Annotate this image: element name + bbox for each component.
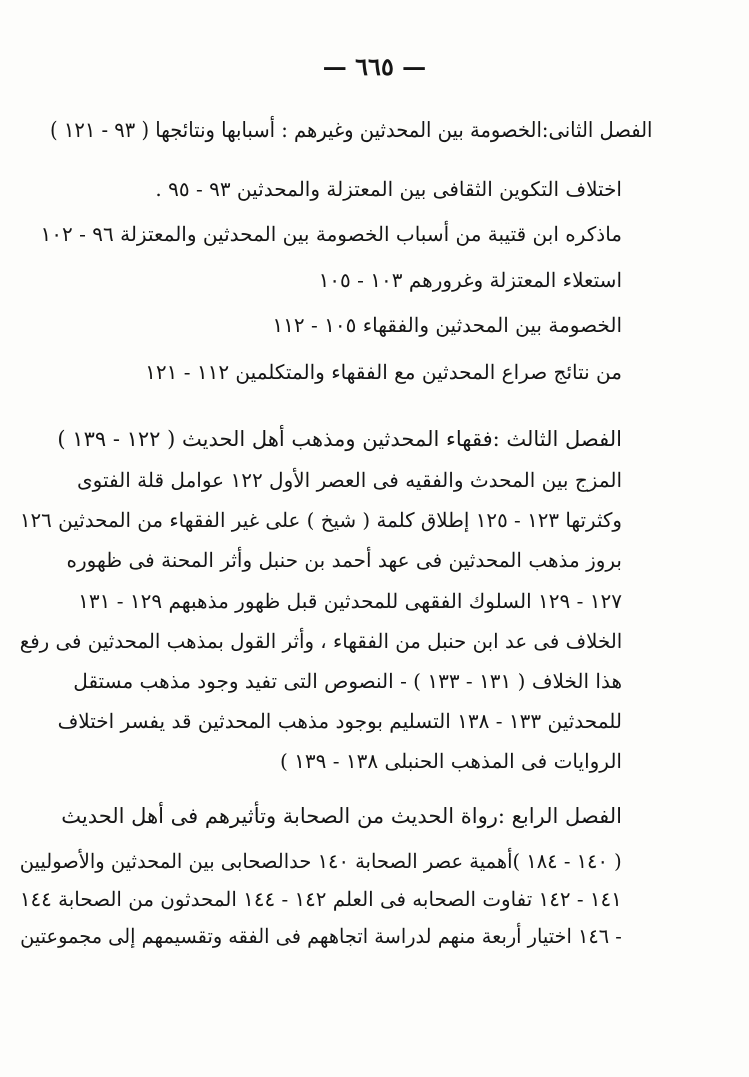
chapter-3-line-1: المزج بين المحدث والفقيه فى العصر الأول ١٢٢ عوامل قلة الفتوى — [77, 468, 622, 492]
chapter-4-line-1: ( ١٤٠ - ١٨٤ )أهمية عصر الصحابة ١٤٠ حدالصحابى بين المحدثين والأصوليين — [19, 849, 622, 873]
page-number: — ٦٦٥ — — [322, 52, 427, 81]
chapter-3-line-4: ١٢٧ - ١٢٩ السلوك الفقهى للمحدثين قبل ظهور مذهبهم ١٢٩ - ١٣١ — [78, 589, 622, 613]
chapter-3-line-5: الخلاف فى عد ابن حنبل من الفقهاء ، وأثر القول بمذهب المحدثين فى رفع — [19, 629, 622, 653]
chapter-3-line-3: بروز مذهب المحدثين فى عهد أحمد بن حنبل وأثر المحنة فى ظهوره — [66, 548, 622, 572]
chapter-3-line-7: للمحدثين ١٣٣ - ١٣٨ التسليم بوجود مذهب المحدثين قد يفسر اختلاف — [57, 709, 622, 733]
chapter-4-heading: الفصل الرابع :رواة الحديث من الصحابة وتأثيرهم فى أهل الحديث — [61, 804, 622, 828]
chapter-3-line-2: وكثرتها ١٢٣ - ١٢٥ إطلاق كلمة ( شيخ ) على غير الفقهاء من المحدثين ١٢٦ — [19, 508, 622, 532]
chapter-4-line-2: ١٤١ - ١٤٢ تفاوت الصحابه فى العلم ١٤٢ - ١٤٤ المحدثون من الصحابة ١٤٤ — [20, 887, 622, 911]
chapter-2-entry-4: الخصومة بين المحدثين والفقهاء ١٠٥ - ١١٢ — [272, 313, 622, 337]
chapter-3-line-6: هذا الخلاف ( ١٣١ - ١٣٣ ) - النصوص التى تفيد وجود مذهب مستقل — [73, 669, 622, 693]
chapter-2-entry-2: ماذكره ابن قتيبة من أسباب الخصومة بين المحدثين والمعتزلة ٩٦ - ١٠٢ — [40, 222, 622, 246]
chapter-2-entry-3: استعلاء المعتزلة وغرورهم ١٠٣ - ١٠٥ — [318, 268, 622, 292]
chapter-3-line-8: الروايات فى المذهب الحنبلى ١٣٨ - ١٣٩ ) — [280, 749, 622, 773]
chapter-4-line-3: - ١٤٦ اختيار أربعة منهم لدراسة اتجاههم فى الفقه وتقسيمهم إلى مجموعتين — [20, 924, 622, 948]
chapter-3-heading: الفصل الثالث :فقهاء المحدثين ومذهب أهل الحديث ( ١٢٢ - ١٣٩ ) — [57, 427, 622, 451]
chapter-2-entry-1: اختلاف التكوين الثقافى بين المعتزلة والمحدثين ٩٣ - ٩٥ . — [155, 177, 622, 201]
chapter-2-entry-5: من نتائج صراع المحدثين مع الفقهاء والمتكلمين ١١٢ - ١٢١ — [145, 360, 622, 384]
chapter-2-heading: الفصل الثانى:الخصومة بين المحدثين وغيرهم : أسبابها ونتائجها ( ٩٣ - ١٢١ ) — [49, 118, 652, 142]
